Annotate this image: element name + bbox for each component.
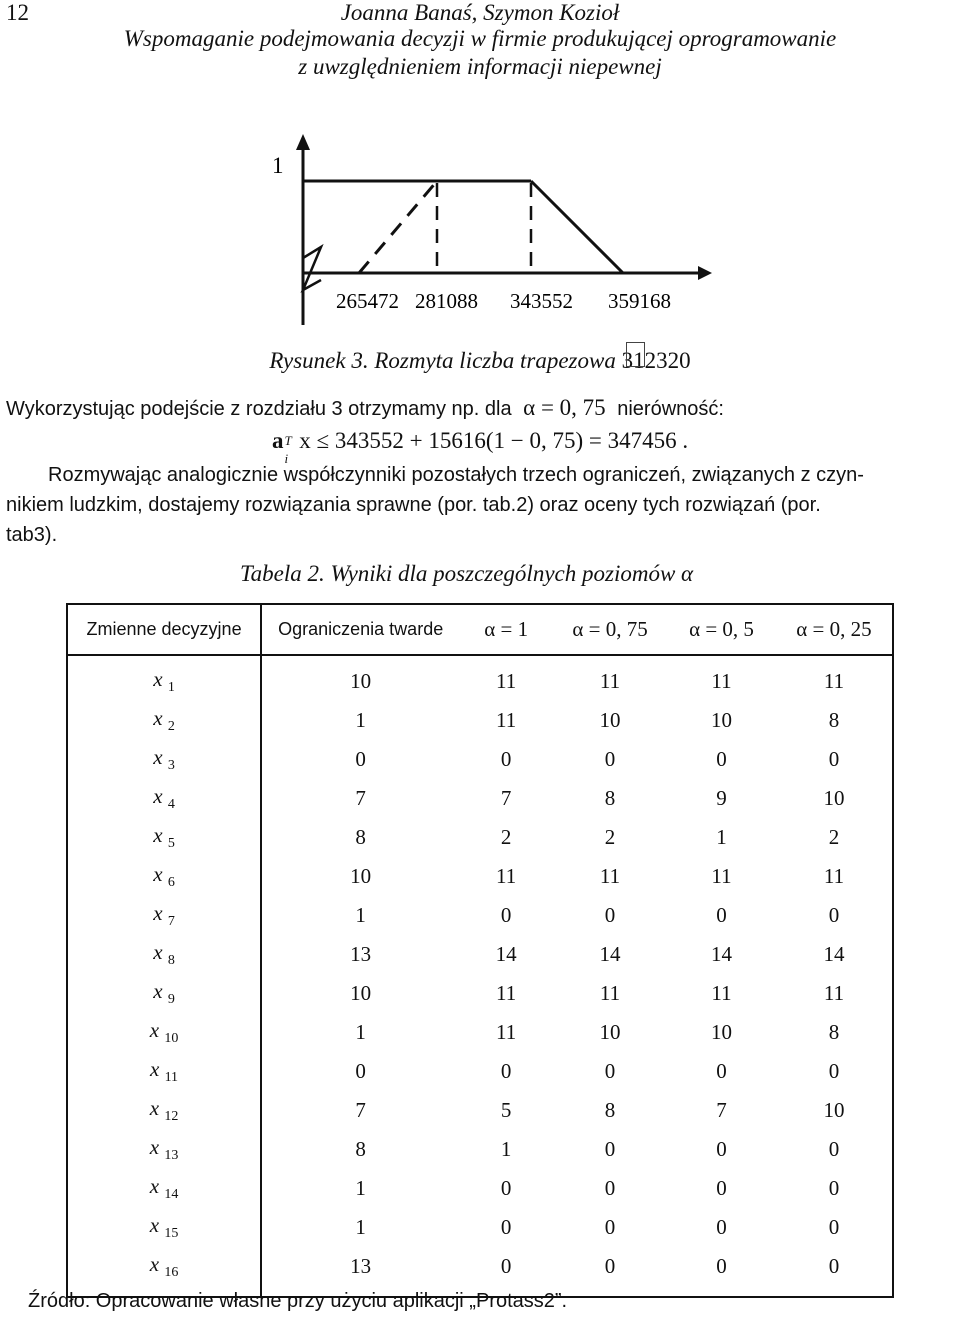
value-cell: 0: [355, 1059, 366, 1083]
value-cell: 1: [716, 825, 727, 849]
variable-symbol: x: [153, 706, 163, 730]
x-tick-label: 343552: [510, 289, 573, 313]
variable-symbol: x: [153, 745, 163, 769]
value-cell: 8: [355, 825, 366, 849]
value-cell: 11: [711, 981, 732, 1005]
variable-name-cell: [67, 701, 261, 740]
value-cell: 10: [599, 1020, 621, 1044]
paragraph-2-line1: Rozmywając analogicznie współczynniki pozostałych trzech ograniczeń, związanych z czyn-: [48, 464, 864, 486]
variable-name-cell: [67, 974, 261, 1013]
table-row: [67, 655, 893, 701]
table-row: [67, 779, 893, 818]
table-row: [67, 740, 893, 779]
paragraph-1-start: Wykorzystując podejście z rozdziału 3 otrzymamy np. dla: [6, 398, 512, 420]
header-title-line1: Wspomaganie podejmowania decyzji w firmie produkującej oprogramowanie: [123, 26, 837, 51]
value-cell: 14: [823, 942, 845, 966]
equation-body: x ≤ 343552 + 15616(1 − 0, 75) = 347456 .: [299, 428, 689, 453]
variable-index: 11: [164, 1070, 179, 1085]
value-cell: 0: [828, 1059, 840, 1083]
paragraph-2-line2: nikiem ludzkim, dostajemy rozwiązania sprawne (por. tab.2) oraz oceny tych rozwiązań (por.: [6, 494, 821, 516]
variable-index: 13: [164, 1148, 179, 1163]
table-row: [67, 1052, 893, 1091]
header-alpha-05: α = 0, 5: [667, 604, 776, 655]
value-cell: 8: [604, 1098, 616, 1122]
membership-falling-edge: [531, 181, 623, 273]
equation-subscript: i: [284, 451, 289, 466]
variable-symbol: x: [149, 1096, 160, 1120]
value-cell: 10: [711, 1020, 733, 1044]
variable-name-cell: [67, 1169, 261, 1208]
variable-index: 5: [167, 836, 175, 851]
value-cell: 11: [711, 864, 732, 888]
x-tick-label: 359168: [608, 289, 671, 313]
value-cell: 13: [350, 942, 372, 966]
table-source-note: Źródło: Opracowanie własne przy użyciu aplikacji „Protass2”.: [28, 1290, 568, 1312]
variable-index: 6: [167, 875, 175, 890]
value-cell: 10: [823, 786, 845, 810]
value-cell: 8: [828, 708, 840, 732]
variable-index: 15: [164, 1226, 179, 1241]
value-cell: 10: [350, 864, 372, 888]
alpha-value: α = 0, 75: [523, 395, 606, 420]
value-cell: 7: [355, 1098, 366, 1122]
variable-index: 10: [164, 1031, 179, 1046]
variable-symbol: x: [149, 1213, 160, 1237]
value-cell: 14: [495, 942, 517, 966]
value-cell: 10: [350, 981, 372, 1005]
variable-name-cell: [67, 896, 261, 935]
value-cell: 0: [828, 1137, 840, 1161]
value-cell: 11: [496, 1020, 517, 1044]
value-cell: 0: [500, 1215, 512, 1239]
table-row: [67, 896, 893, 935]
value-cell: 0: [500, 1254, 512, 1278]
table-caption: Tabela 2. Wyniki dla poszczególnych poziomów α: [240, 561, 694, 586]
trapezoid-membership-figure: [0, 130, 960, 330]
value-cell: 9: [716, 786, 727, 810]
value-cell: 7: [500, 786, 512, 810]
value-cell: 7: [355, 786, 366, 810]
value-cell: 1: [355, 1176, 366, 1200]
figure-caption-text: Rysunek 3. Rozmyta liczba trapezowa: [269, 348, 616, 373]
variable-symbol: x: [153, 862, 163, 886]
figure-caption: [0, 348, 960, 374]
variable-symbol: x: [149, 1135, 160, 1159]
value-cell: 11: [496, 708, 517, 732]
value-cell: 0: [716, 903, 727, 927]
paragraph-1-end: nierówność:: [617, 398, 724, 420]
table-row: [67, 935, 893, 974]
value-cell: 0: [500, 903, 512, 927]
value-cell: 1: [355, 1020, 366, 1044]
value-cell: 11: [599, 864, 621, 888]
y-axis-arrow: [296, 134, 310, 150]
value-cell: 11: [599, 669, 621, 693]
variable-index: 16: [164, 1265, 179, 1280]
variable-symbol: x: [153, 823, 163, 847]
variable-name-cell: [67, 1052, 261, 1091]
variable-name-cell: [67, 818, 261, 857]
page-number: 12: [6, 0, 29, 25]
value-cell: 0: [828, 747, 840, 771]
variable-name-cell: [67, 740, 261, 779]
value-cell: 11: [496, 981, 517, 1005]
value-cell: 1: [355, 708, 366, 732]
value-cell: 13: [350, 1254, 372, 1278]
value-cell: 10: [823, 1098, 845, 1122]
variable-symbol: x: [149, 1252, 160, 1276]
value-cell: 0: [716, 1137, 727, 1161]
variable-name-cell: [67, 779, 261, 818]
x-tick-label: 265472: [336, 289, 399, 313]
value-cell: 0: [604, 1254, 616, 1278]
table-row: [67, 1013, 893, 1052]
value-cell: 1: [355, 1215, 366, 1239]
variable-symbol: x: [153, 667, 163, 691]
value-cell: 11: [599, 981, 621, 1005]
value-cell: 8: [355, 1137, 366, 1161]
variable-index: 12: [164, 1109, 179, 1124]
equation-vector-a: a: [272, 428, 284, 453]
header-title-line2: z uwzględnieniem informacji niepewnej: [298, 54, 662, 79]
value-cell: 11: [823, 981, 845, 1005]
value-cell: 10: [350, 669, 372, 693]
value-cell: 0: [828, 1215, 840, 1239]
value-cell: 0: [716, 1215, 727, 1239]
variable-name-cell: [67, 655, 261, 701]
table-row: [67, 1130, 893, 1169]
value-cell: 8: [828, 1020, 840, 1044]
value-cell: 0: [604, 1176, 616, 1200]
value-cell: 11: [496, 669, 517, 693]
value-cell: 1: [355, 903, 366, 927]
paragraph-2-line3: tab3).: [6, 524, 58, 546]
paragraph-1: [6, 391, 724, 426]
variable-index: 2: [167, 719, 175, 734]
variable-name-cell: [67, 1208, 261, 1247]
variable-symbol: x: [149, 1018, 160, 1042]
table-header-row: [67, 604, 893, 655]
value-cell: 0: [604, 903, 616, 927]
variable-name-cell: [67, 935, 261, 974]
header-alpha-075: α = 0, 75: [553, 604, 667, 655]
variable-index: 3: [167, 758, 175, 773]
variable-symbol: x: [153, 901, 163, 925]
value-cell: 0: [716, 747, 727, 771]
x-axis-arrow: [698, 266, 712, 280]
variable-symbol: x: [150, 1057, 160, 1081]
x-tick-label: 281088: [415, 289, 478, 313]
value-cell: 0: [500, 747, 512, 771]
table-row: [67, 1208, 893, 1247]
variable-index: 8: [167, 953, 175, 968]
variable-symbol: x: [153, 979, 163, 1003]
value-cell: 2: [828, 825, 840, 849]
value-cell: 10: [599, 708, 621, 732]
value-cell: 11: [496, 864, 517, 888]
variable-index: 9: [167, 992, 175, 1007]
table-row: [67, 818, 893, 857]
variable-name-cell: [67, 1130, 261, 1169]
axis-break-mark: [303, 247, 321, 290]
variable-index: 7: [167, 914, 175, 929]
value-cell: 0: [604, 1137, 616, 1161]
table-row: [67, 701, 893, 740]
value-cell: 0: [604, 1059, 616, 1083]
value-cell: 2: [604, 825, 616, 849]
variable-index: 1: [167, 680, 175, 695]
value-cell: 11: [823, 669, 845, 693]
header-decision-variables: Zmienne decyzyjne: [67, 604, 261, 655]
value-cell: 7: [716, 1098, 727, 1122]
header-alpha-1: α = 1: [459, 604, 553, 655]
value-cell: 0: [500, 1059, 512, 1083]
value-cell: 0: [604, 747, 616, 771]
table-row: [67, 1169, 893, 1208]
table-row: [67, 1091, 893, 1130]
inequality-equation: [272, 428, 689, 466]
missing-glyph-box: [626, 342, 645, 367]
variable-symbol: x: [153, 940, 163, 964]
value-cell: 2: [500, 825, 512, 849]
value-cell: 14: [599, 942, 621, 966]
value-cell: 0: [828, 1176, 840, 1200]
table-row: [67, 974, 893, 1013]
variable-name-cell: [67, 857, 261, 896]
figure-caption-symbol: [622, 348, 691, 373]
table-row: [67, 857, 893, 896]
value-cell: 5: [500, 1098, 512, 1122]
value-cell: 14: [711, 942, 733, 966]
membership-rising-edge-dashed: [359, 181, 437, 273]
value-cell: 0: [828, 1254, 840, 1278]
value-cell: 11: [711, 669, 732, 693]
variable-name-cell: [67, 1013, 261, 1052]
header-authors: Joanna Banaś, Szymon Kozioł: [340, 0, 620, 25]
value-cell: 0: [500, 1176, 512, 1200]
header-alpha-025: α = 0, 25: [776, 604, 893, 655]
variable-index: 4: [167, 797, 175, 812]
value-cell: 0: [604, 1215, 616, 1239]
y-axis-label: 1: [272, 153, 284, 178]
value-cell: 0: [828, 903, 840, 927]
value-cell: 0: [716, 1059, 727, 1083]
variable-symbol: x: [153, 784, 163, 808]
value-cell: 10: [711, 708, 733, 732]
variable-index: 14: [164, 1187, 179, 1202]
variable-name-cell: [67, 1091, 261, 1130]
value-cell: 1: [500, 1137, 512, 1161]
results-table: [66, 603, 894, 1298]
value-cell: 0: [355, 747, 366, 771]
value-cell: 0: [716, 1254, 727, 1278]
value-cell: 8: [604, 786, 616, 810]
value-cell: 11: [823, 864, 845, 888]
header-hard-constraints: Ograniczenia twarde: [261, 604, 459, 655]
variable-symbol: x: [149, 1174, 160, 1198]
value-cell: 0: [716, 1176, 727, 1200]
figure-caption-number: 312320: [621, 348, 691, 373]
equation-superscript: T: [284, 433, 292, 448]
